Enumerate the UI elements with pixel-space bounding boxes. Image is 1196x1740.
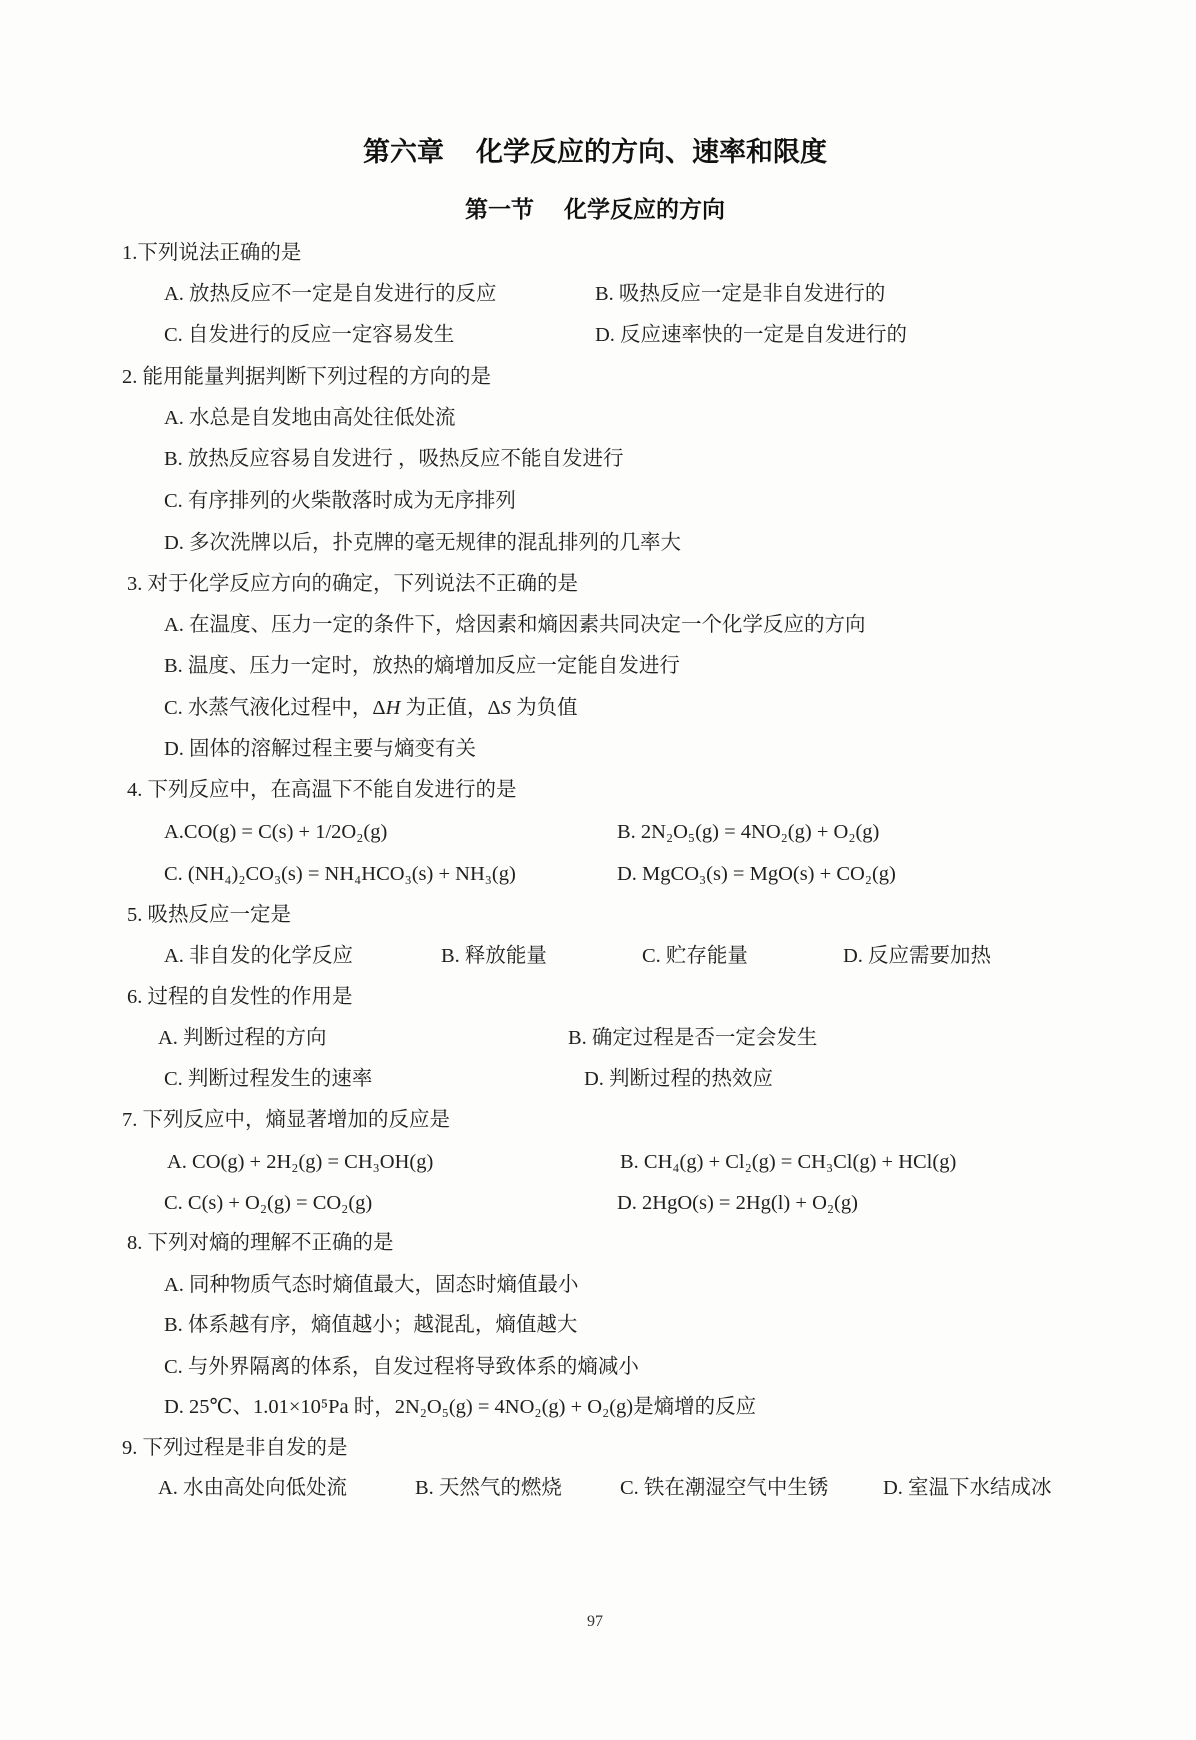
entropy-symbol: S bbox=[500, 697, 511, 719]
section-title bbox=[0, 195, 1190, 225]
option-d: D. 室温下水结成冰 bbox=[883, 1477, 1052, 1499]
option-d: D. 固体的溶解过程主要与熵变有关 bbox=[164, 738, 477, 760]
option-b: B. 天然气的燃烧 bbox=[415, 1477, 562, 1499]
question-stem: 4. 下列反应中，在高温下不能自发进行的是 bbox=[127, 779, 517, 801]
question-stem: 3. 对于化学反应方向的确定，下列说法不正确的是 bbox=[127, 573, 578, 595]
option-a: A.CO(g) = C(s) + 1/2O₂(g) bbox=[164, 821, 388, 843]
option-b: B. CH₄(g) + Cl₂(g) = CH₃Cl(g) + HCl(g) bbox=[620, 1151, 957, 1173]
page-number: 97 bbox=[587, 1613, 603, 1630]
option-b: B. 放热反应容易自发进行 ，吸热反应不能自发进行 bbox=[164, 448, 624, 470]
option-a: A. 判断过程的方向 bbox=[158, 1027, 327, 1049]
option-d: D. 25℃、1.01×10⁵Pa 时，2N₂O₅(g) = 4NO₂(g) + O₂(g)是熵增的反应 bbox=[164, 1396, 757, 1418]
question-stem: 8. 下列对熵的理解不正确的是 bbox=[127, 1232, 394, 1254]
option-c: C. 自发进行的反应一定容易发生 bbox=[164, 324, 455, 346]
option-b: B. 吸热反应一定是非自发进行的 bbox=[595, 283, 886, 305]
enthalpy-symbol: H bbox=[385, 697, 401, 719]
option-c: C. 有序排列的火柴散落时成为无序排列 bbox=[164, 490, 516, 512]
option-b: B. 确定过程是否一定会发生 bbox=[568, 1027, 818, 1049]
option-b: B. 释放能量 bbox=[441, 945, 547, 967]
option-c: C. 贮存能量 bbox=[642, 945, 748, 967]
option-d: D. 多次洗牌以后，扑克牌的毫无规律的混乱排列的几率大 bbox=[164, 532, 682, 554]
chapter-label: 第六章 bbox=[363, 137, 444, 167]
option-a: A. 水总是自发地由高处往低处流 bbox=[164, 407, 456, 429]
option-a: A. CO(g) + 2H₂(g) = CH₃OH(g) bbox=[167, 1151, 434, 1173]
section-label: 第一节 bbox=[465, 197, 534, 222]
option-b: B. 2N₂O₅(g) = 4NO₂(g) + O₂(g) bbox=[617, 821, 880, 843]
option-text: 为正值，Δ bbox=[400, 697, 501, 719]
option-d: D. MgCO₃(s) = MgO(s) + CO₂(g) bbox=[617, 863, 896, 885]
question-stem: 5. 吸热反应一定是 bbox=[127, 904, 291, 926]
option-d: D. 反应需要加热 bbox=[843, 945, 992, 967]
option-d: D. 判断过程的热效应 bbox=[584, 1068, 774, 1090]
option-text: 为负值 bbox=[510, 697, 578, 719]
option-a: A. 同种物质气态时熵值最大，固态时熵值最小 bbox=[164, 1274, 579, 1296]
option-a: A. 放热反应不一定是自发进行的反应 bbox=[164, 283, 497, 305]
option-c bbox=[164, 693, 578, 723]
section-name: 化学反应的方向 bbox=[564, 197, 725, 222]
question-stem: 9. 下列过程是非自发的是 bbox=[122, 1437, 348, 1459]
option-c: C. C(s) + O₂(g) = CO₂(g) bbox=[164, 1192, 373, 1214]
option-text: C. 水蒸气液化过程中，Δ bbox=[164, 697, 386, 719]
question-stem: 6. 过程的自发性的作用是 bbox=[127, 986, 353, 1008]
chapter-title bbox=[0, 135, 1190, 169]
question-stem: 7. 下列反应中，熵显著增加的反应是 bbox=[122, 1109, 450, 1131]
option-b: B. 温度、压力一定时，放热的熵增加反应一定能自发进行 bbox=[164, 655, 680, 677]
option-c: C. 判断过程发生的速率 bbox=[164, 1068, 373, 1090]
option-a: A. 在温度、压力一定的条件下，焓因素和熵因素共同决定一个化学反应的方向 bbox=[164, 614, 866, 636]
question-stem: 1.下列说法正确的是 bbox=[122, 242, 302, 264]
option-a: A. 非自发的化学反应 bbox=[164, 945, 354, 967]
chapter-name: 化学反应的方向、速率和限度 bbox=[476, 137, 827, 167]
option-d: D. 反应速率快的一定是自发进行的 bbox=[595, 324, 908, 346]
option-c: C. 铁在潮湿空气中生锈 bbox=[620, 1477, 829, 1499]
question-stem: 2. 能用能量判据判断下列过程的方向的是 bbox=[122, 366, 491, 388]
option-c: C. (NH₄)₂CO₃(s) = NH₄HCO₃(s) + NH₃(g) bbox=[164, 863, 516, 885]
option-d: D. 2HgO(s) = 2Hg(l) + O₂(g) bbox=[617, 1192, 858, 1214]
option-a: A. 水由高处向低处流 bbox=[158, 1477, 348, 1499]
option-c: C. 与外界隔离的体系，自发过程将导致体系的熵减小 bbox=[164, 1356, 639, 1378]
option-b: B. 体系越有序，熵值越小；越混乱，熵值越大 bbox=[164, 1314, 578, 1336]
